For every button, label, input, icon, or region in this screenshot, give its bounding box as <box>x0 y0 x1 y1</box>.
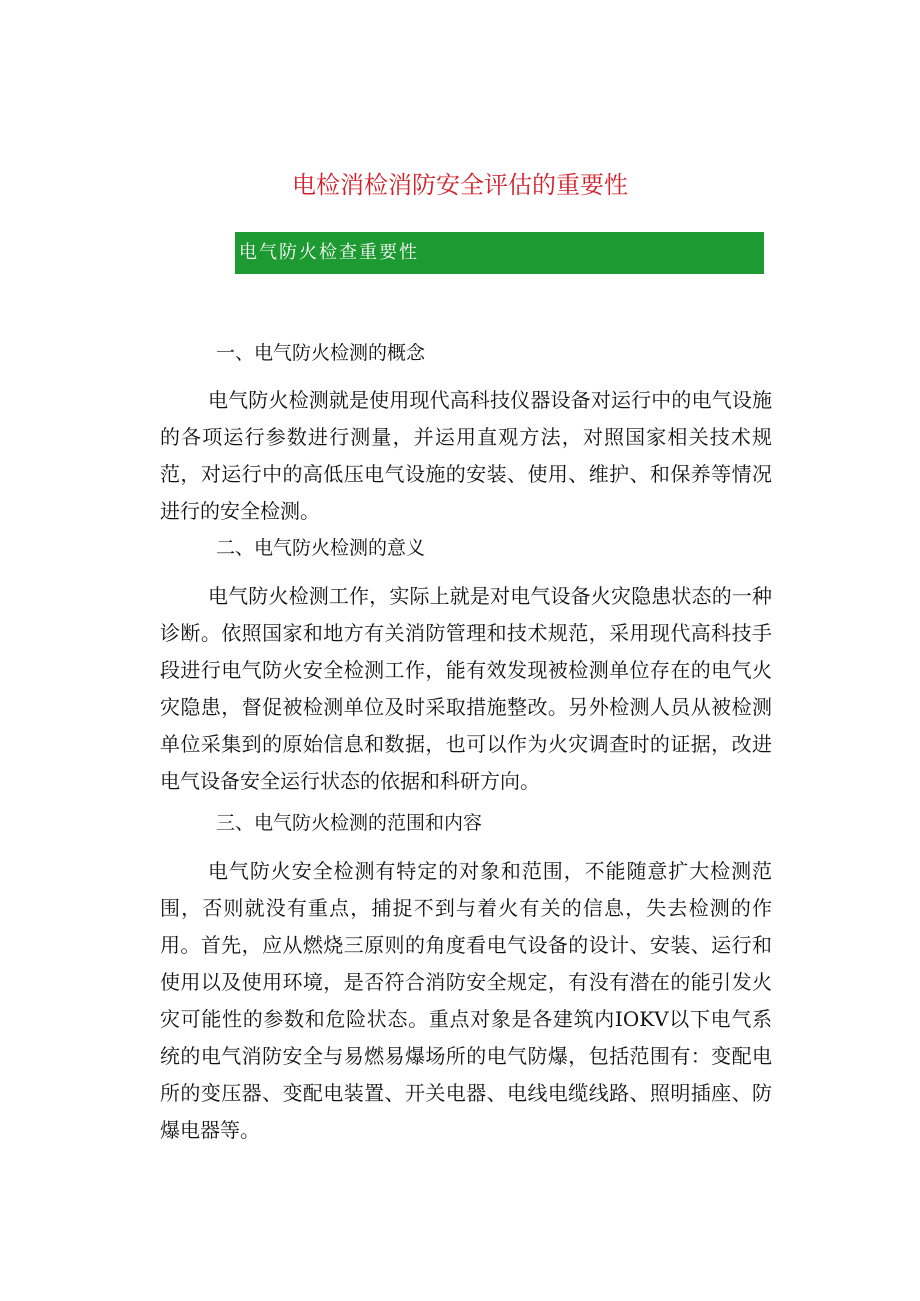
section-paragraph-significance: 电气防火检测工作，实际上就是对电气设备火灾隐患状态的一种诊断。依照国家和地方有关消防管理和技术规范，采用现代高科技手段进行电气防火安全检测工作，能有效发现被检测单位存在的电气火灾隐患，督促被检测单位及时采取措施整改。另外检测人员从被检测单位采集到的原始信息和数据，也可以作为火灾调查时的证据，改进电气设备安全运行状态的依据和科研方向。 <box>160 584 772 793</box>
section-heading-concept: 一、电气防火检测的概念 <box>216 342 426 364</box>
section-heading-scope: 三、电气防火检测的范围和内容 <box>216 812 483 834</box>
banner-text: 电气防火检查重要性 <box>239 242 419 263</box>
section-banner <box>235 232 764 274</box>
section-heading-significance: 二、电气防火检测的意义 <box>216 537 426 559</box>
section-paragraph-concept: 电气防火检测就是使用现代高科技仪器设备对运行中的电气设施的各项运行参数进行测量，并运用直观方法，对照国家相关技术规范，对运行中的高低压电气设施的安装、使用、维护、和保养等情况进行的安全检测。 <box>160 388 772 523</box>
page-title: 电检消检消防安全评估的重要性 <box>292 171 628 199</box>
section-paragraph-scope: 电气防火安全检测有特定的对象和范围，不能随意扩大检测范围，否则就没有重点，捕捉不到与着火有关的信息，失去检测的作用。首先，应从燃烧三原则的角度看电气设备的设计、安装、运行和使用以及使用环境，是否符合消防安全规定，有没有潜在的能引发火灾可能性的参数和危险状态。重点对象是各建筑内IOKV以下电气系统的电气消防安全与易燃易爆场所的电气防爆，包括范围有：变配电所的变压器、变配电装置、开关电器、电线电缆线路、照明插座、防爆电器等。 <box>160 859 772 1142</box>
